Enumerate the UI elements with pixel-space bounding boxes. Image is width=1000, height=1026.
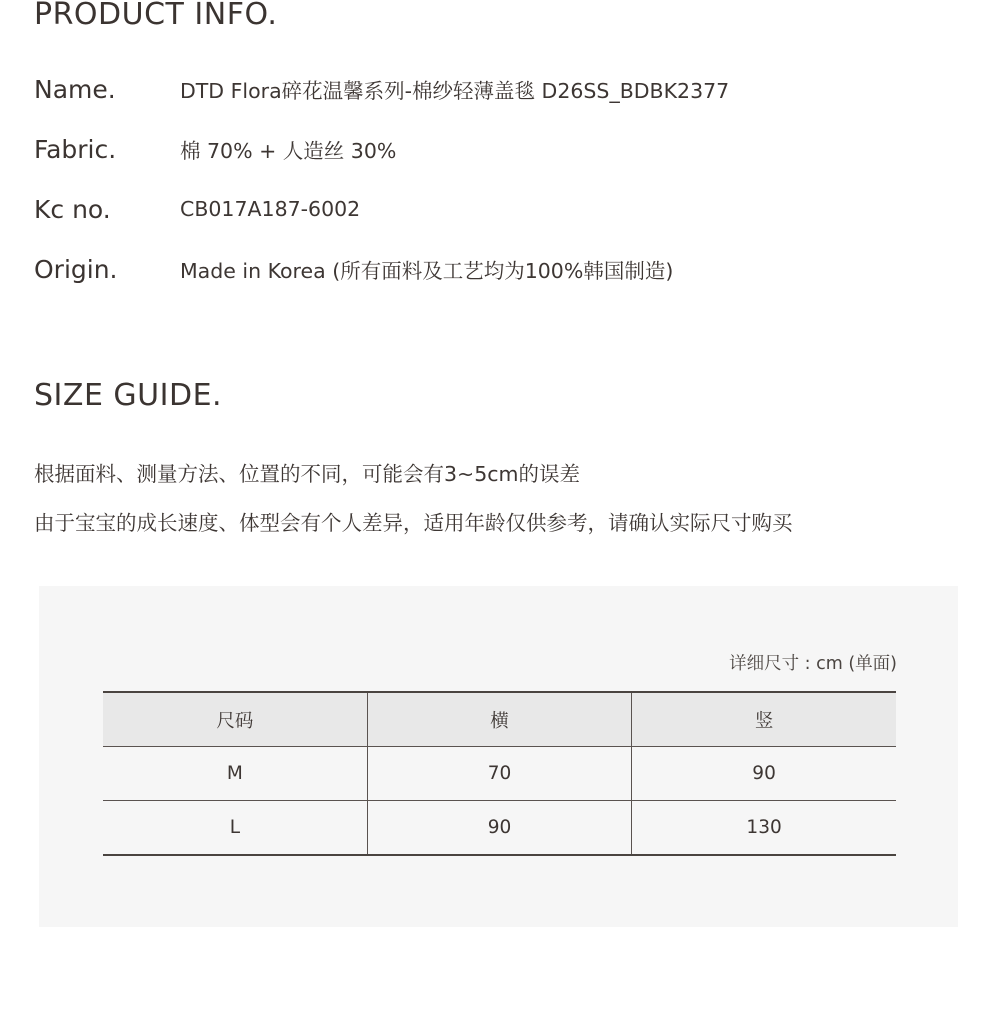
size-table bbox=[103, 691, 896, 856]
table-row bbox=[103, 747, 896, 801]
product-info-title: PRODUCT INFO. bbox=[34, 0, 278, 32]
info-label-kc-no: Kc no. bbox=[34, 194, 111, 224]
info-value-origin: Made in Korea (所有面料及工艺均为100%韩国制造) bbox=[180, 259, 674, 283]
info-label-fabric: Fabric. bbox=[34, 134, 117, 164]
info-value-kc-no: CB017A187-6002 bbox=[180, 197, 361, 221]
cell-size: L bbox=[103, 801, 367, 856]
size-guide-title: SIZE GUIDE. bbox=[34, 378, 223, 413]
size-note-age-reference: 由于宝宝的成长速度、体型会有个人差异，适用年龄仅供参考，请确认实际尺寸购买 bbox=[34, 511, 793, 535]
header-size: 尺码 bbox=[103, 692, 367, 747]
size-note-error-margin: 根据面料、测量方法、位置的不同，可能会有3~5cm的误差 bbox=[34, 462, 581, 486]
info-row-name bbox=[34, 74, 729, 104]
cell-width: 90 bbox=[367, 801, 631, 856]
unit-note: 详细尺寸 : cm (单面) bbox=[729, 654, 897, 674]
info-value-name: DTD Flora碎花温馨系列-棉纱轻薄盖毯 D26SS_BDBK2377 bbox=[180, 79, 730, 103]
table-row bbox=[103, 801, 896, 856]
table-header-row bbox=[103, 692, 896, 747]
cell-size: M bbox=[103, 747, 367, 801]
info-label-name: Name. bbox=[34, 74, 116, 104]
header-width: 横 bbox=[367, 692, 631, 747]
info-row-kc-no bbox=[34, 194, 360, 224]
cell-width: 70 bbox=[367, 747, 631, 801]
cell-length: 130 bbox=[632, 801, 896, 856]
info-row-fabric bbox=[34, 134, 396, 164]
info-row-origin bbox=[34, 254, 673, 284]
header-length: 竖 bbox=[632, 692, 896, 747]
size-table-panel bbox=[39, 586, 958, 927]
info-value-fabric: 棉 70% + 人造丝 30% bbox=[180, 139, 397, 163]
cell-length: 90 bbox=[632, 747, 896, 801]
info-label-origin: Origin. bbox=[34, 254, 118, 284]
